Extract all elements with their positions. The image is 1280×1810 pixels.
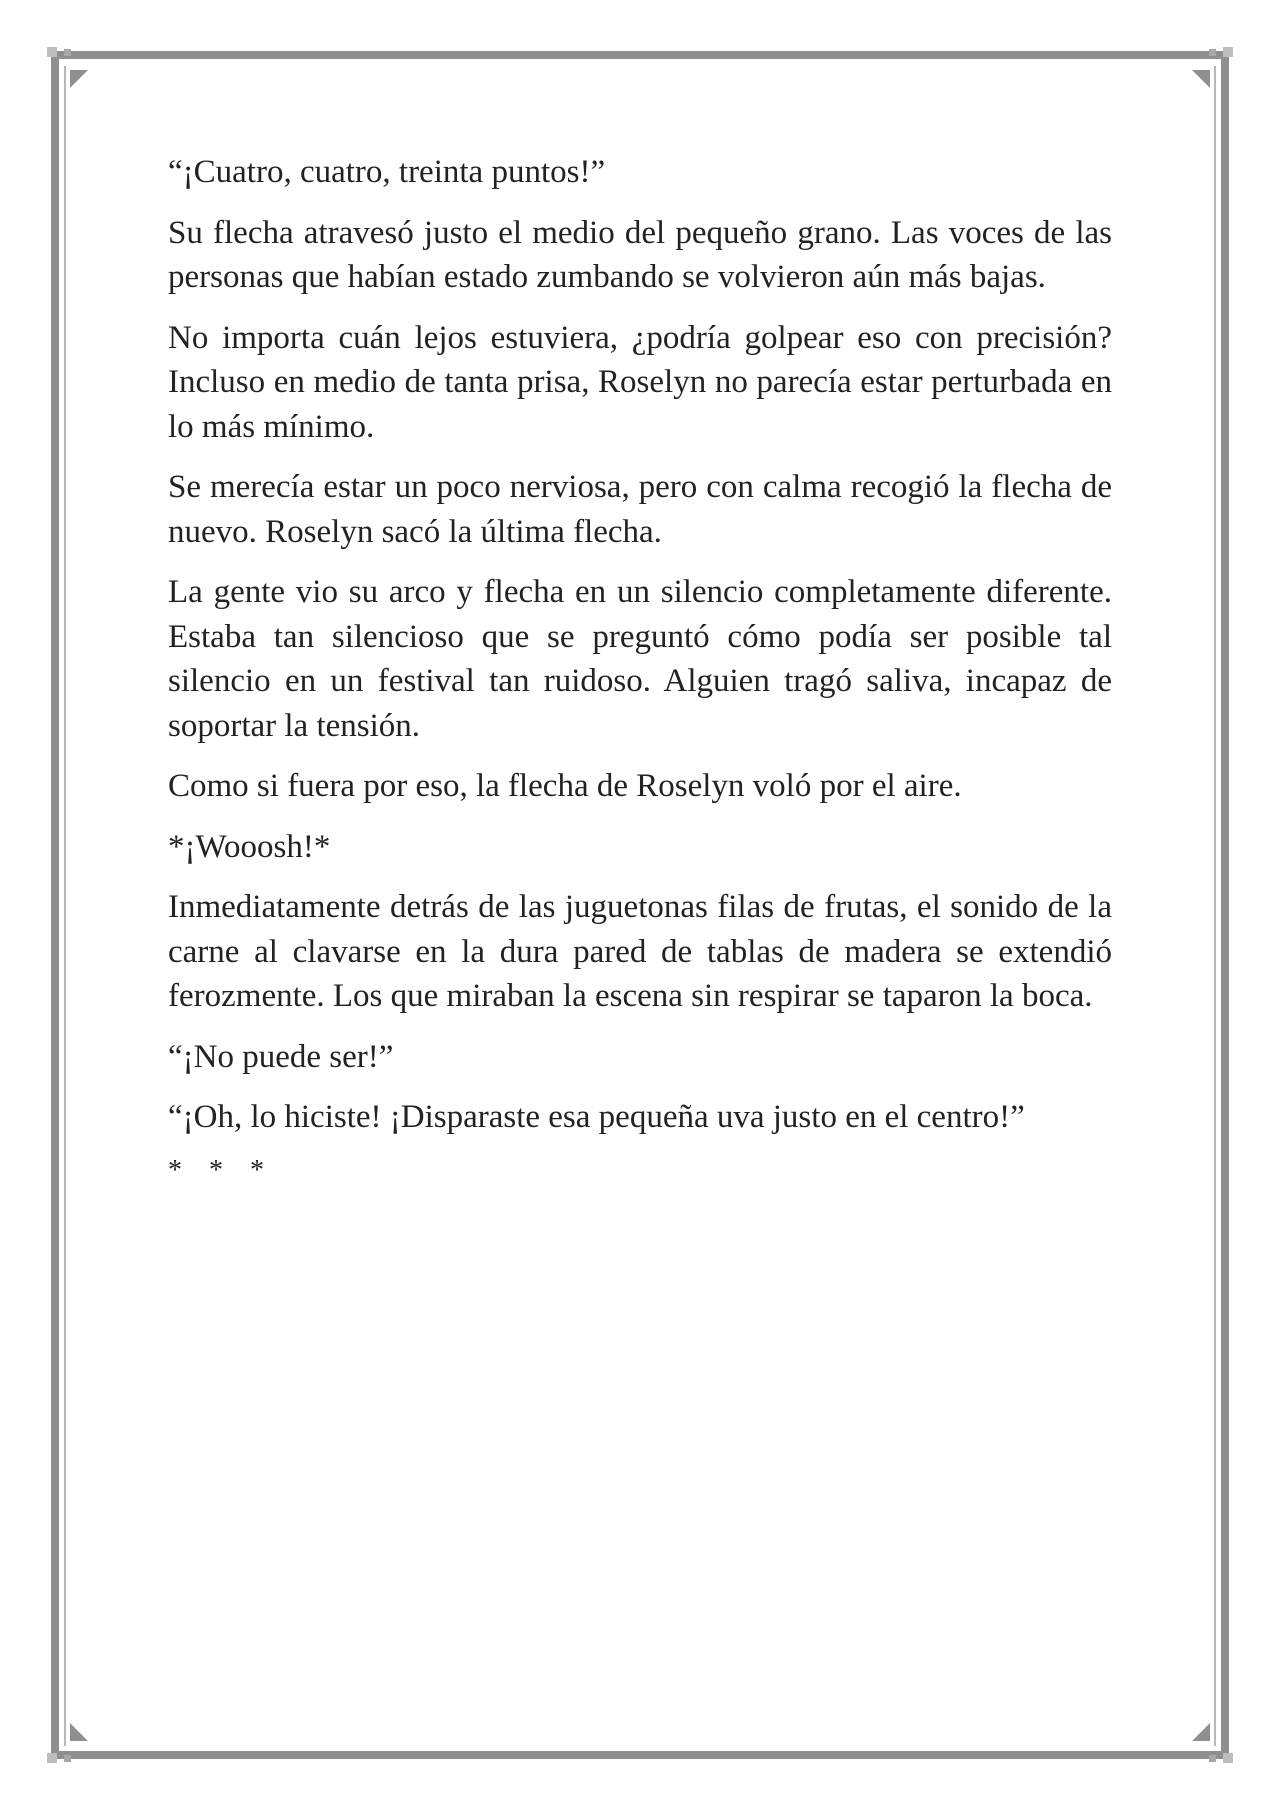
corner-ornament-bottom-left-small: [64, 1755, 71, 1762]
paragraph-5: La gente vio su arco y flecha en un silencio completamente diferente. Estaba tan silencioso que se preguntó cómo podía ser posible tal silencio en un festival tan ruidoso. Alguien tragó saliva, incapaz de soportar la tensión.: [168, 574, 1112, 744]
paragraph-4: Se merecía estar un poco nerviosa, pero con calma recogió la flecha de nuevo. Roselyn sacó la última flecha.: [168, 469, 1112, 550]
frame-top-border: [52, 51, 1228, 59]
corner-triangle-bottom-right: [1192, 1723, 1210, 1741]
corner-ornament-top-right: [1223, 47, 1233, 57]
corner-ornament-top-left: [47, 47, 57, 57]
paragraph-8: Inmediatamente detrás de las juguetonas filas de frutas, el sonido de la carne al clavarse en la dura pared de tablas de madera se extendió ferozmente. Los que miraban la escena sin respirar se taparon la boca.: [168, 889, 1112, 1014]
paragraph-9: “¡No puede ser!”: [168, 1038, 394, 1075]
paragraph-7: *¡Wooosh!*: [168, 828, 331, 865]
frame-right-border: [1221, 52, 1229, 1758]
corner-ornament-bottom-right: [1223, 1753, 1233, 1763]
scene-separator: * * *: [168, 1154, 274, 1186]
paragraph-10: “¡Oh, lo hiciste! ¡Disparaste esa pequeña uva justo en el centro!”: [168, 1099, 1025, 1135]
corner-ornament-bottom-left: [47, 1753, 57, 1763]
corner-ornament-top-left-small: [64, 49, 71, 56]
paragraph-3: No importa cuán lejos estuviera, ¿podría golpear eso con precisión? Incluso en medio de tanta prisa, Roselyn no parecía estar perturbada en lo más mínimo.: [168, 319, 1112, 445]
frame-left-border: [51, 52, 59, 1758]
frame-left-inner-line: [64, 66, 66, 1746]
frame-right-inner-line: [1214, 66, 1216, 1746]
corner-triangle-top-right: [1192, 70, 1210, 88]
page-body-text: [168, 150, 1112, 1186]
corner-ornament-top-right-small: [1209, 49, 1216, 56]
corner-triangle-top-left: [70, 70, 88, 88]
frame-bottom-border: [52, 1751, 1228, 1759]
corner-triangle-bottom-left: [70, 1723, 88, 1741]
corner-ornament-bottom-right-small: [1209, 1755, 1216, 1762]
paragraph-6: Como si fuera por eso, la flecha de Roselyn voló por el aire.: [168, 768, 962, 804]
paragraph-2: Su flecha atravesó justo el medio del pequeño grano. Las voces de las personas que habían estado zumbando se volvieron aún más bajas.: [168, 214, 1112, 295]
paragraph-1: “¡Cuatro, cuatro, treinta puntos!”: [168, 154, 606, 190]
